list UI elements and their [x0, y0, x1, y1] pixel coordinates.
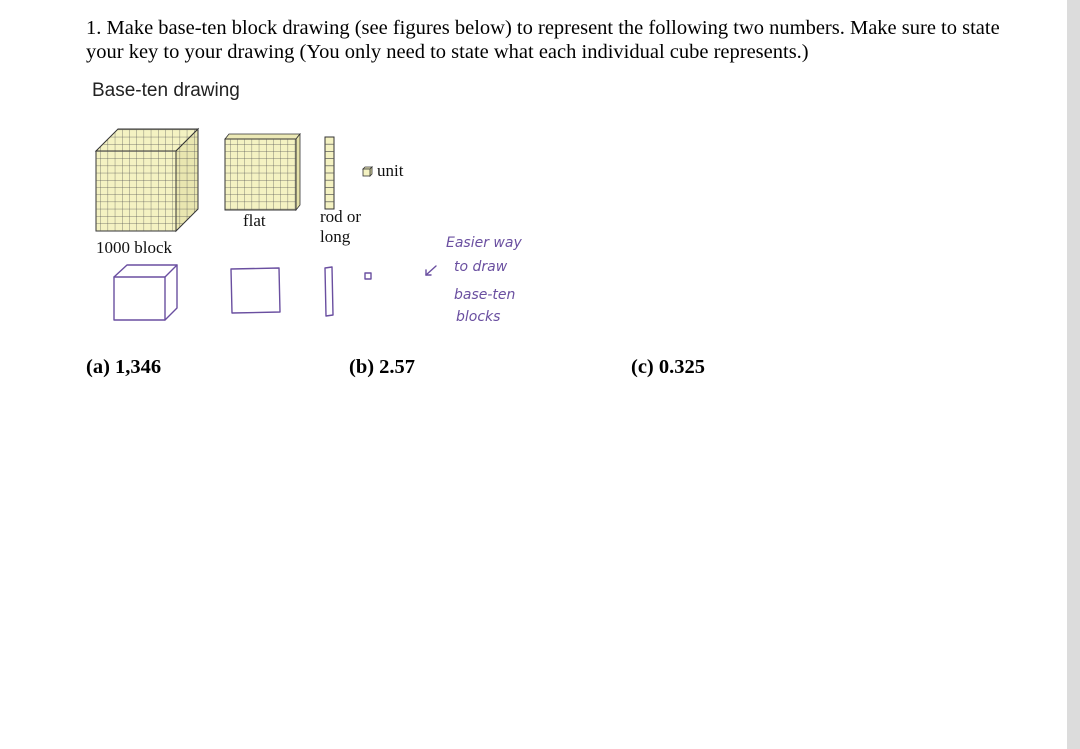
sketch-unit-icon: [365, 273, 371, 279]
question-text: 1. Make base-ten block drawing (see figures below) to represent the following two numbers. Make sure to state your key to your drawing (You only need to state what each individual cube represents.): [86, 17, 1000, 63]
base-ten-figure: [86, 108, 536, 330]
part-b-label: (b) 2.57: [349, 356, 416, 378]
unit-label: unit: [377, 161, 404, 180]
unit-cube-icon: [363, 167, 372, 176]
flat-label: flat: [243, 211, 266, 230]
base-ten-illustration: [86, 108, 536, 330]
sketch-thousand-block-icon: [114, 265, 177, 320]
arrow-icon: [426, 266, 436, 275]
thousand-block-icon: [96, 129, 198, 231]
note-line-1: Easier way: [446, 235, 522, 251]
part-a-label: (a) 1,346: [86, 356, 162, 378]
thousand-block-label: 1000 block: [96, 238, 173, 257]
part-c-label: (c) 0.325: [631, 356, 706, 378]
figure-caption: Base-ten drawing: [92, 80, 240, 101]
sketch-flat-icon: [231, 268, 280, 313]
flat-icon: [225, 134, 300, 210]
sketch-rod-icon: [325, 267, 333, 316]
note-line-2: to draw: [454, 259, 508, 275]
rod-label-line1: rod or: [320, 207, 362, 226]
note-line-3: base-ten: [454, 287, 516, 303]
vertical-scrollbar[interactable]: [1067, 0, 1080, 749]
rod-label-line2: long: [320, 227, 351, 246]
note-line-4: blocks: [456, 309, 501, 325]
rod-icon: [325, 137, 334, 209]
